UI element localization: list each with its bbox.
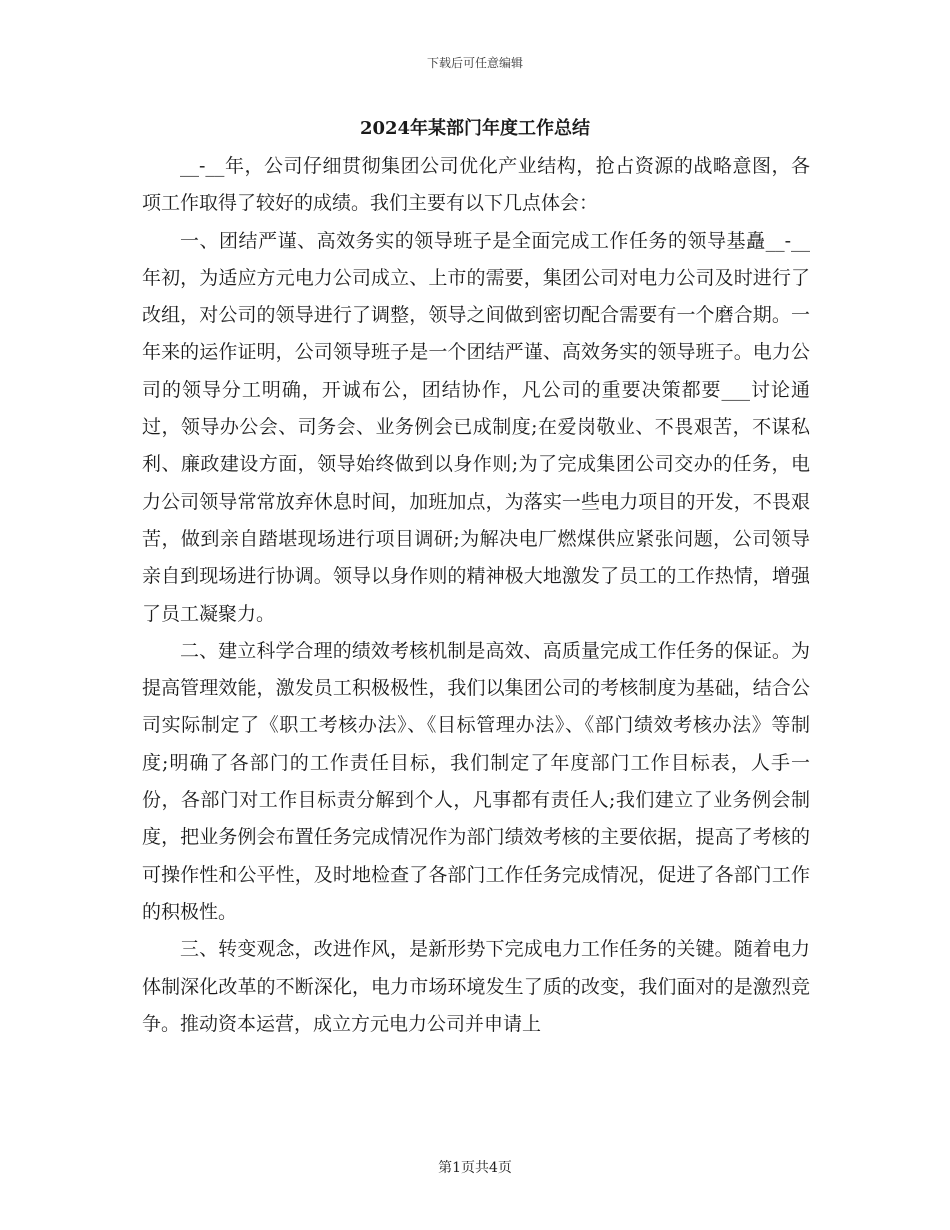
paragraph-section-3: 三、转变观念，改进作风，是新形势下完成电力工作任务的关键。随着电力体制深化改革的不断深化，电力市场环境发生了质的改变，我们面对的是激烈竞争。推动资本运营，成立方元电力公司并申请上 — [142, 938, 810, 1035]
paragraph-intro: __-__年，公司仔细贯彻集团公司优化产业结构，抢占资源的战略意图，各项工作取得了较好的成绩。我们主要有以下几点体会： — [142, 155, 810, 215]
paragraph-section-1: 一、团结严谨、高效务实的领导班子是全面完成工作任务的领导基矗__-__年初，为适应方元电力公司成立、上市的需要，集团公司对电力公司及时进行了改组，对公司的领导进行了调整，领导之间做到密切配合需要有一个磨合期。一年来的运作证明，公司领导班子是一个团结严谨、高效务实的领导班子。电力公司的领导分工明确，开诚布公，团结协作，凡公司的重要决策都要___讨论通过，领导办公会、司务会、业务例会已成制度;在爱岗敬业、不畏艰苦，不谋私利、廉政建设方面，领导始终做到以身作则;为了完成集团公司交办的任务，电力公司领导常常放弃休息时间，加班加点，为落实一些电力项目的开发，不畏艰苦，做到亲自踏堪现场进行项目调研;为解决电厂燃煤供应紧张问题，公司领导亲自到现场进行协调。领导以身作则的精神极大地激发了员工的工作热情，增强了员工凝聚力。 — [142, 229, 810, 625]
page-title: 2024年某部门年度工作总结 — [359, 118, 591, 139]
paragraph-section-2: 二、建立科学合理的绩效考核机制是高效、高质量完成工作任务的保证。为提高管理效能，激发员工积极极性，我们以集团公司的考核制度为基础，结合公司实际制定了《职工考核办法》、《目标管理办法》、《部门绩效考核办法》等制度;明确了各部门的工作责任目标，我们制定了年度部门工作目标表，人手一份，各部门对工作目标责分解到个人，凡事都有责任人;我们建立了业务例会制度，把业务例会布置任务完成情况作为部门绩效考核的主要依据，提高了考核的可操作性和公平性，及时地检查了各部门工作任务完成情况，促进了各部门工作的积极性。 — [142, 639, 810, 923]
page-indicator: 第1页共4页 — [438, 1160, 512, 1176]
header-note: 下载后可任意编辑 — [426, 56, 523, 70]
document-body — [142, 148, 810, 1043]
